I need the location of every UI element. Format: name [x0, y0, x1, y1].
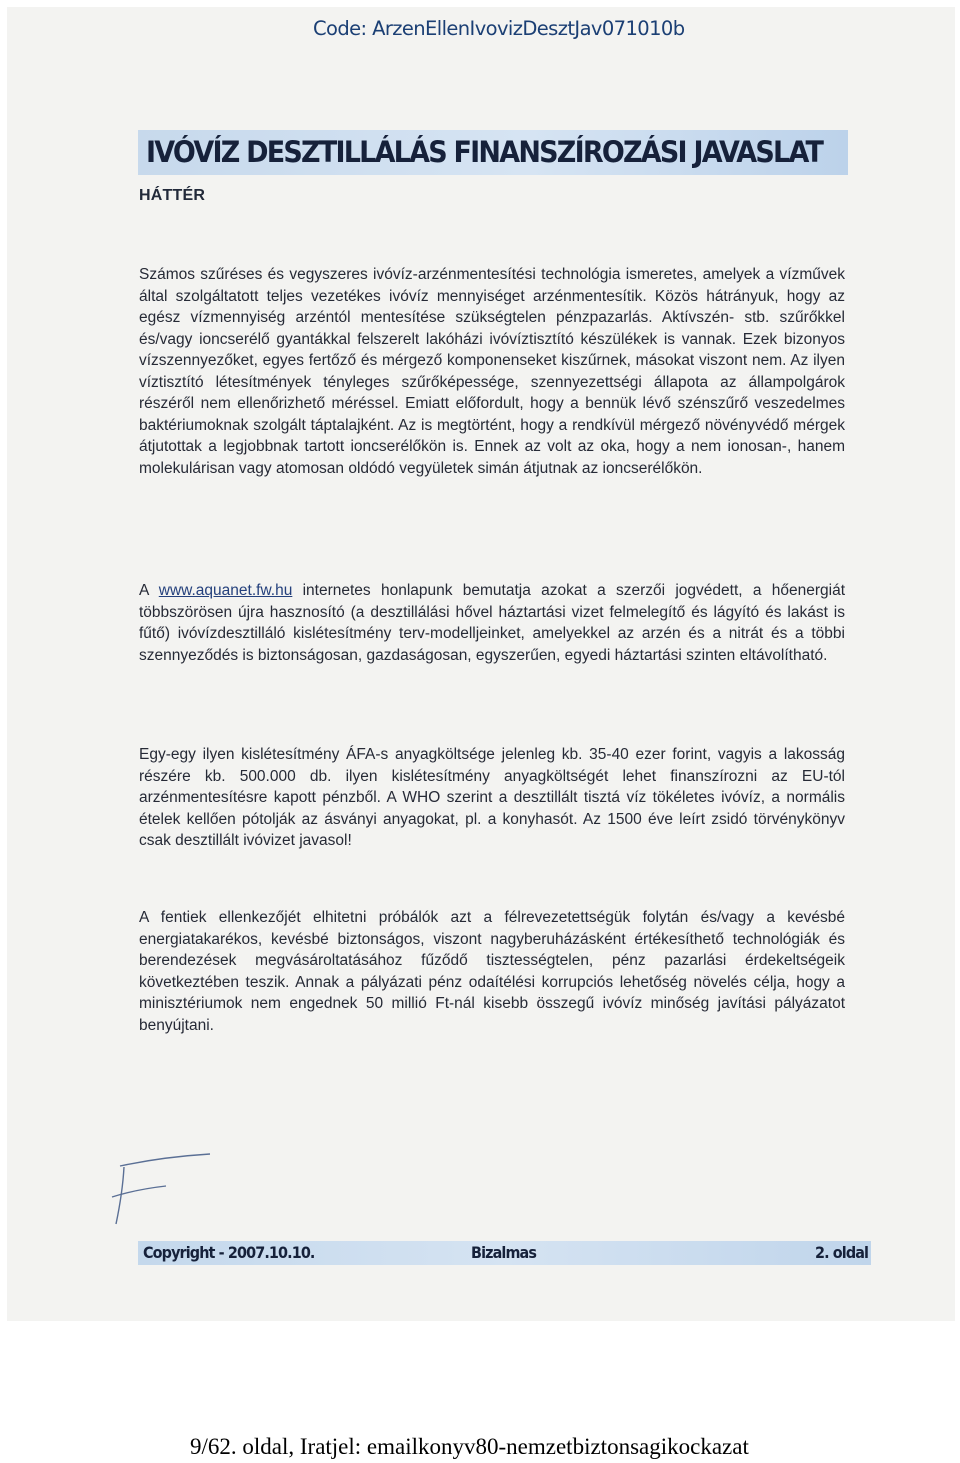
website-link[interactable]: www.aquanet.fw.hu	[158, 582, 293, 599]
section-heading: HÁTTÉR	[139, 187, 206, 204]
paragraph-website-body: internetes honlapunk bemutatja azokat a szerzői jogvédett, a hőenergiát többszörösen újra hasznosító (a desztillálási hővel háztartási vizet felmelegítő és lágyító és lakást is fűtő) ivóvízdesztilláló kislétesítmény terv-modelljeinket, amelyekkel az arzén és a nitrát és a többi szennyeződés is biztonságosan, gazdaságosan, egyszerűen, egyedi háztartási szinten eltávolítható.	[139, 582, 845, 664]
footer-confidential: Bizalmas	[471, 1243, 537, 1262]
document-code: Code: ArzenEllenIvovizDesztJav071010b	[313, 17, 685, 40]
paragraph-website	[139, 580, 845, 666]
document-title: IVÓVÍZ DESZTILLÁLÁS FINANSZÍROZÁSI JAVASLAT	[146, 135, 823, 169]
paragraph-costs: Egy-egy ilyen kislétesítmény ÁFA-s anyagköltsége jelenleg kb. 35-40 ezer forint, vagyis a lakosság részére kb. 500.000 db. ilyen kislétesítmény anyagköltségét lehet finanszírozni az EU-tól arzénmentesítésre kapott pénzből. A WHO szerint a desztillált tisztá víz tökéletes ivóvíz, a normális ételek kellően pótolják az ásványi anyagokat, pl. a konyhasót. Az 1500 éve leírt zsidó törvénykönyv csak desztillált ivóvizet javasol!	[139, 746, 845, 849]
paragraph-criticism: A fentiek ellenkezőjét elhitetni próbálók azt a félrevezetettségük folytán és/vagy a kevésbé energiatakarékos, kevésbé biztonságos, viszont nagyberuházásként értékesíthető technológiák és berendezések megvásároltatásához fűződő tisztességtelen, pénz pazarlási érdekeltségeik következtében teszik. Annak a pályázati pénz odaítélési korrupciós lehetőség növelés célja, hogy a minisztériumok nem engednek 50 millió Ft-nál kisebb összegű ivóvíz minőség javítási pályázatot benyújtani.	[139, 909, 845, 1034]
handwritten-signature	[108, 1150, 218, 1230]
footer-page-number: 2. oldal	[815, 1243, 869, 1262]
footer-copyright: Copyright - 2007.10.10.	[143, 1243, 315, 1262]
paragraph-background: Számos szűréses és vegyszeres ivóvíz-arzénmentesítési technológia ismeretes, amelyek a vízművek által szolgáltatott teljes vezetékes ivóvíz mennyiséget arzénmentesítik. Közös hátrányuk, hogy az egész vízmennyiség arzéntól mentesítése szükségtelen pénzpazarlás. Aktívszén- stb. szűrőkkel és/vagy ioncserélő gyantákkal felszerelt lakóházi ivóvíztisztító készülékek is vannak. Ezek bizonyos vízszennyezőket, egyes fertőző és mérgező komponenseket kiszűrnek, másokat viszont nem. Az ilyen víztisztító létesítmények tényleges szűrőképessége, szennyezettségi állapota az állampolgárok részéről nem ellenőrizhető méréssel. Emiatt előfordult, hogy a bennük lévő szénszűrő veszedelmes baktériumoknak szolgált táptalajként. Az is megtörtént, hogy a rendkívül mérgező növényvédő mérgek átjutottak a legjobbnak tartott ioncserélőkön is. Ennek az volt az oka, hogy a nem ionosan-, hanem molekulárisan vagy atomosan oldódó vegyületek simán átjutnak az ioncserélőkön.	[139, 266, 845, 477]
paragraph-website-prefix: A	[139, 582, 159, 599]
page-caption: 9/62. oldal, Iratjel: emailkonyv80-nemzetbiztonsagikockazat	[190, 1434, 749, 1459]
